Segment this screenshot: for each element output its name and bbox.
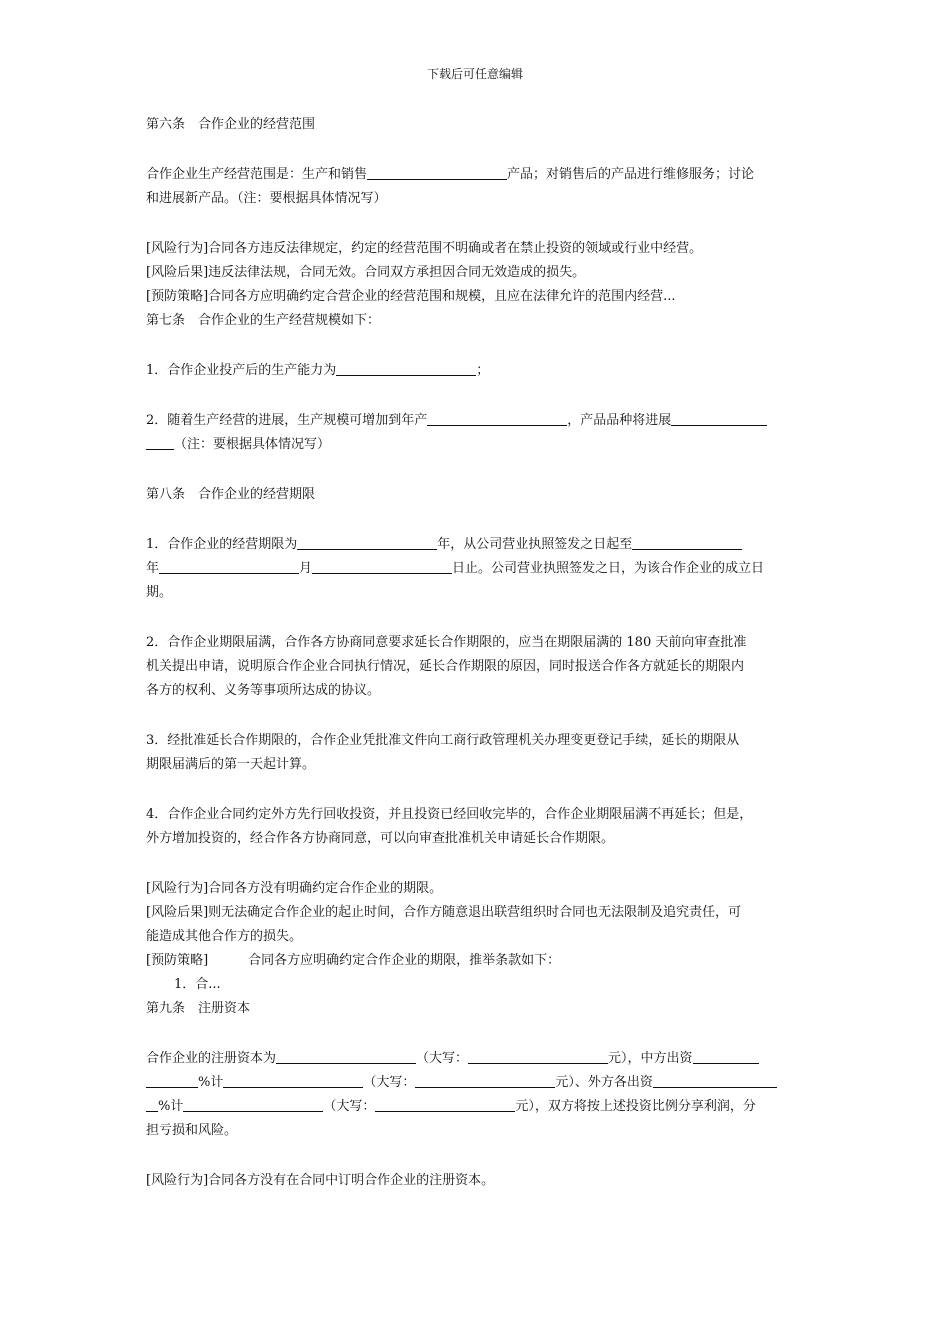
- blank-field: [297, 533, 437, 550]
- blank-field: [159, 557, 299, 574]
- blank-field: [671, 409, 767, 426]
- risk-consequence-line1: [风险后果]则无法确定合作企业的起止时间，合作方随意退出联营组织时合同也无法限制及追究责任，可: [146, 905, 742, 920]
- text-segment: ，产品品种将进展: [567, 413, 672, 428]
- article-8-item-1-line2: [146, 557, 816, 581]
- article-7-title: 第七条 合作企业的生产经营规模如下：: [146, 313, 381, 328]
- page-header: 下载后可任意编辑: [426, 67, 523, 81]
- text-segment: 月: [299, 561, 313, 576]
- risk-behavior: [风险行为]合同各方没有明确约定合作企业的期限。: [146, 881, 443, 896]
- text-segment: 1．合作企业的经营期限为: [146, 537, 298, 552]
- blank-field: [146, 433, 174, 450]
- article-8-item-4-line2: 外方增加投资的，经合作各方协商同意，可以向审查批准机关申请延长合作期限。: [146, 831, 615, 846]
- text-segment: 年: [146, 561, 160, 576]
- text-segment: %计: [198, 1075, 224, 1090]
- article-9-line2: [146, 1071, 816, 1095]
- text-segment: （大写：: [363, 1075, 416, 1090]
- article-8-item-2-line3: 各方的权利、义务等事项所达成的协议。: [146, 683, 381, 698]
- prevention-item: 1．合...: [174, 977, 221, 992]
- blank-field: [468, 1047, 608, 1064]
- document-body: [146, 113, 816, 1193]
- blank-field: [223, 1071, 363, 1088]
- article-6-paragraph-line1: [146, 163, 816, 187]
- risk-behavior: [风险行为]合同各方没有在合同中订明合作企业的注册资本。: [146, 1173, 495, 1188]
- text-segment: （大写：: [416, 1051, 469, 1066]
- blank-field: [653, 1071, 777, 1088]
- text-segment: ；: [476, 363, 490, 378]
- blank-field: [375, 1095, 515, 1112]
- blank-field: [276, 1047, 416, 1064]
- article-7-item-1: [146, 359, 816, 383]
- article-9-title: 第九条 注册资本: [146, 1001, 251, 1016]
- article-8-item-1-line3: 期。: [146, 585, 173, 600]
- article-6-title: 第六条 合作企业的经营范围: [146, 117, 316, 132]
- text-segment: 日止。公司营业执照签发之日，为该合作企业的成立日: [452, 561, 765, 576]
- text-segment: 元）、外方各出资: [555, 1075, 653, 1090]
- blank-field: [427, 409, 567, 426]
- article-8-title: 第八条 合作企业的经营期限: [146, 487, 316, 502]
- article-8-item-2-line1: 2．合作企业期限届满，合作各方协商同意要求延长合作期限的，应当在期限届满的 180 天前向审查批准: [146, 635, 747, 650]
- blank-field: [312, 557, 452, 574]
- blank-field: [367, 163, 507, 180]
- text-segment: 合同各方应明确约定合作企业的期限，推举条款如下：: [248, 953, 561, 968]
- text-segment: 年，从公司营业执照签发之日起至: [437, 537, 633, 552]
- article-8-item-4-line1: 4．合作企业合同约定外方先行回收投资，并且投资已经回收完毕的，合作企业期限届满不再延长；但是，: [146, 807, 753, 822]
- text-segment: %计: [158, 1099, 184, 1114]
- article-7-item-2-line2: [146, 433, 816, 457]
- article-8-item-2-line2: 机关提出申请，说明原合作企业合同执行情况，延长合作期限的原因，同时报送合作各方就延长的期限内: [146, 659, 745, 674]
- text-segment: 产品；对销售后的产品进行维修服务；讨论: [507, 167, 755, 182]
- text-segment: 合作企业的注册资本为: [146, 1051, 277, 1066]
- text-segment: （大写：: [323, 1099, 376, 1114]
- text-segment: 合作企业生产经营范围是：生产和销售: [146, 167, 368, 182]
- text-segment: 1．合作企业投产后的生产能力为: [146, 363, 337, 378]
- blank-field: [336, 359, 476, 376]
- article-9-line3: [146, 1095, 816, 1119]
- text-segment: 2．随着生产经营的进展，生产规模可增加到年产: [146, 413, 428, 428]
- blank-field: [632, 533, 742, 550]
- article-8-item-1-line1: [146, 533, 816, 557]
- blank-field: [415, 1071, 555, 1088]
- text-segment: 元），中方出资: [608, 1051, 693, 1066]
- prevention-strategy: [预防策略]合同各方应明确约定合营企业的经营范围和规模，且应在法律允许的范围内经营...: [146, 289, 676, 304]
- article-7-item-2-line1: [146, 409, 816, 433]
- article-9-line4: 担亏损和风险。: [146, 1123, 238, 1138]
- prevention-strategy: [146, 949, 816, 973]
- blank-field: [693, 1047, 759, 1064]
- text-segment: [预防策略]: [146, 953, 209, 968]
- text-segment: （注：要根据具体情况写）: [174, 437, 331, 452]
- blank-field: [146, 1071, 198, 1088]
- risk-consequence: [风险后果]违反法律法规，合同无效。合同双方承担因合同无效造成的损失。: [146, 265, 586, 280]
- article-8-item-3-line2: 期限届满后的第一天起计算。: [146, 757, 316, 772]
- text-segment: 元），双方将按上述投资比例分享利润，分: [515, 1099, 756, 1114]
- risk-behavior: [风险行为]合同各方违反法律规定，约定的经营范围不明确或者在禁止投资的领域或行业中经营。: [146, 241, 703, 256]
- article-8-item-3-line1: 3．经批准延长合作期限的，合作企业凭批准文件向工商行政管理机关办理变更登记手续，延长的期限从: [146, 733, 740, 748]
- blank-field: [146, 1095, 158, 1112]
- blank-field: [183, 1095, 323, 1112]
- risk-consequence-line2: 能造成其他合作方的损失。: [146, 929, 303, 944]
- article-9-line1: [146, 1047, 816, 1071]
- article-6-paragraph-line2: 和进展新产品。（注：要根据具体情况写）: [146, 191, 387, 206]
